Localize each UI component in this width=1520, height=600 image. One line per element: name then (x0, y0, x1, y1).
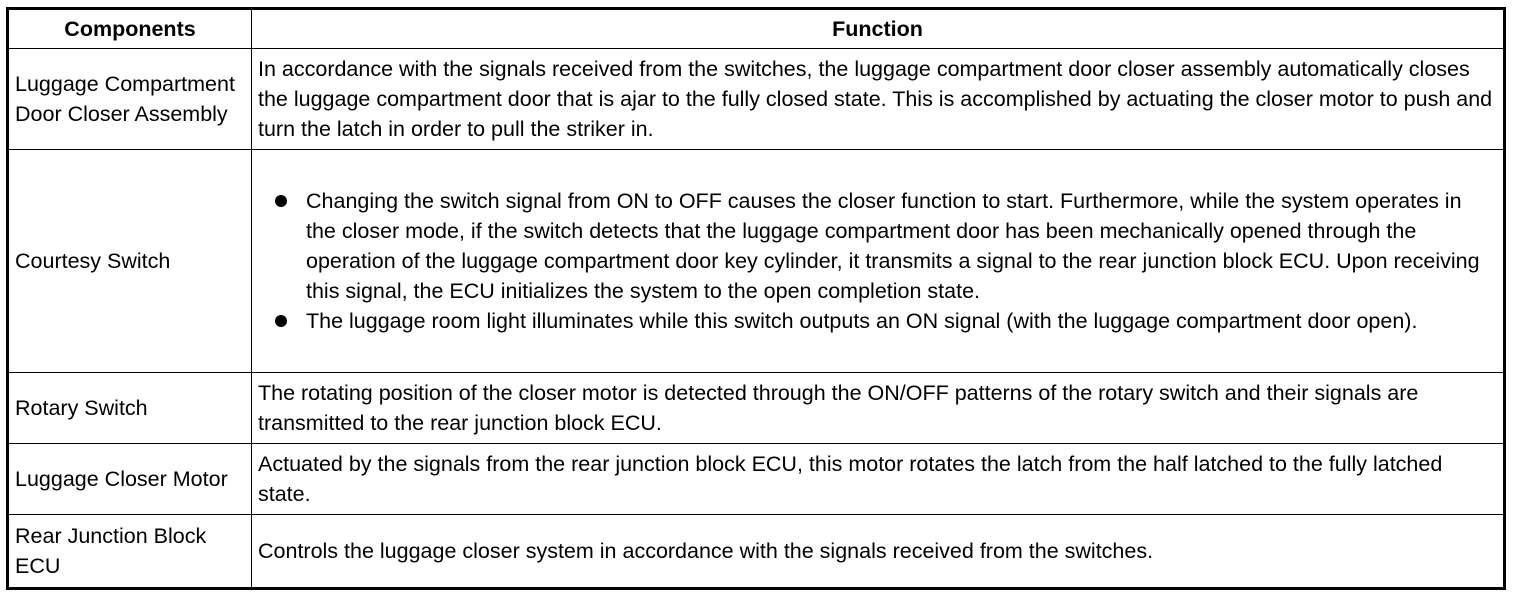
table-row (8, 150, 1505, 373)
bullet-icon (275, 315, 287, 327)
header-components: Components (8, 9, 252, 49)
component-function: Actuated by the signals from the rear junction block ECU, this motor rotates the latch from the half latched to the fully latched state. (252, 444, 1505, 515)
table-row (8, 49, 1505, 150)
components-function-table (6, 7, 1506, 590)
table-row (8, 373, 1505, 444)
table-row (8, 515, 1505, 589)
bullet-text: Changing the switch signal from ON to OFF causes the closer function to start. Furthermore, while the system operates in the closer mode, if the switch detects that the luggage compartment door has been mechanically opened through the operation of the luggage compartment door key cylinder, it transmits a signal to the rear junction block ECU. Upon receiving this signal, the ECU initializes the system to the open completion state. (306, 189, 1480, 303)
table-header-row (8, 9, 1505, 49)
component-function: The rotating position of the closer motor is detected through the ON/OFF patterns of the rotary switch and their signals are transmitted to the rear junction block ECU. (252, 373, 1505, 444)
component-name: Luggage Closer Motor (8, 444, 252, 515)
bullet-text: The luggage room light illuminates while this switch outputs an ON signal (with the luggage compartment door open). (306, 309, 1418, 333)
components-table-container (6, 7, 1506, 590)
header-function: Function (252, 9, 1505, 49)
component-function (252, 150, 1505, 373)
component-name: Luggage Compartment Door Closer Assembly (8, 49, 252, 150)
table-row (8, 444, 1505, 515)
component-name: Courtesy Switch (8, 150, 252, 373)
component-function: Controls the luggage closer system in accordance with the signals received from the switches. (252, 515, 1505, 589)
component-name: Rotary Switch (8, 373, 252, 444)
function-bullet-list (258, 186, 1497, 336)
component-function: In accordance with the signals received from the switches, the luggage compartment door closer assembly automatically closes the luggage compartment door that is ajar to the fully closed state. This is accomplished by actuating the closer motor to push and turn the latch in order to pull the striker in. (252, 49, 1505, 150)
component-name: Rear Junction Block ECU (8, 515, 252, 589)
list-item (258, 306, 1497, 336)
bullet-icon (275, 195, 287, 207)
list-item (258, 186, 1497, 306)
